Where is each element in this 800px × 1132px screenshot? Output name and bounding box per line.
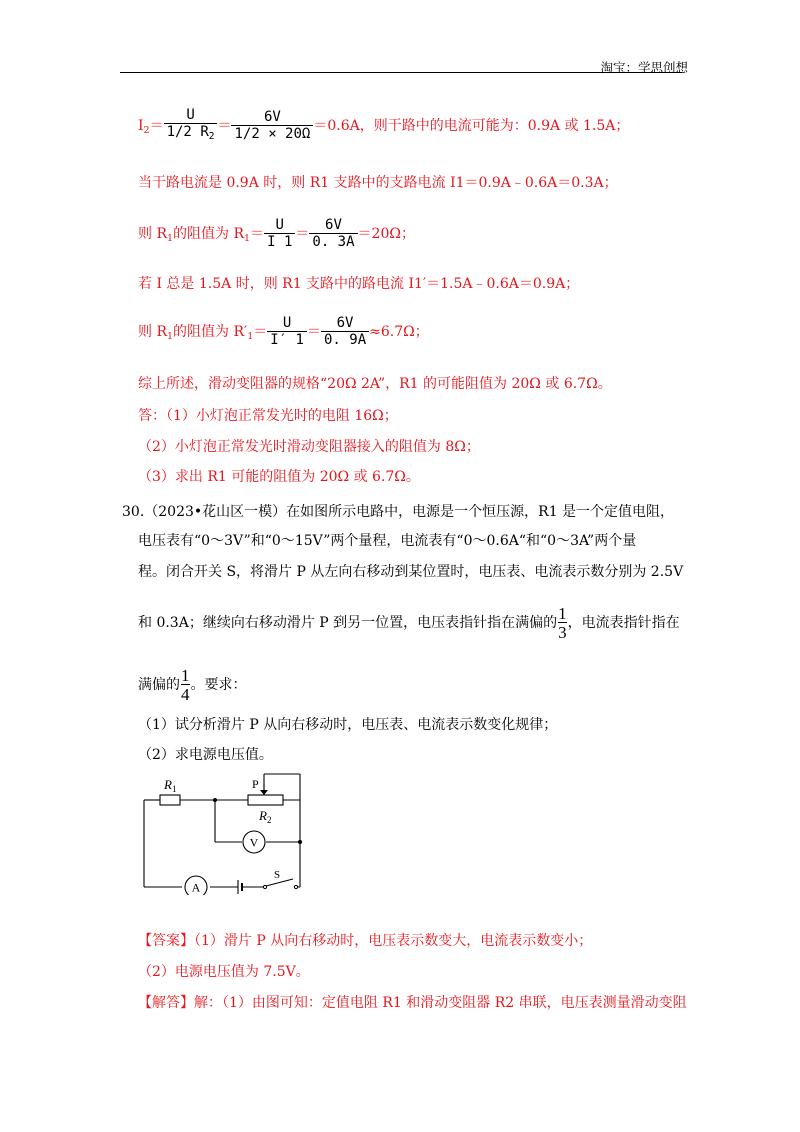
line3-fraction-2: $\frac{6V}{0. 3A}$ [309, 218, 357, 250]
solution-line-3: 则 $R_1$的阻值为 $R_1=$ $\frac{U}{I 1}$ ＝ $\frac{6V}{0. 3A}$ ＝20Ω； [138, 217, 415, 250]
line3-fraction-1: $\frac{U}{I 1}$ [264, 218, 295, 250]
fraction-one-quarter: $\frac{1}{4}$ [181, 666, 190, 704]
p-label: P [252, 777, 259, 791]
question-line-1: 30.（2023•花山区一模）在如图所示电路中，电源是一个恒压源，R1 是一个定值电阻， [122, 504, 675, 520]
requirement-2: （2）求电源电压值。 [138, 747, 273, 763]
line5-fraction-2: $\frac{6V}{0. 9A}$ [321, 316, 369, 348]
question-line-3: 程。闭合开关 S，将滑片 P 从左向右移动到某位置时，电压表、电流表示数分别为 2.5V [138, 564, 684, 580]
answer-block-1: 【答案】（1）滑片 P 从向右移动时，电压表示数变大，电流表示数变小； [138, 933, 593, 949]
r1-label: $R_1$ [164, 777, 177, 794]
question-line-2: 电压表有“0～3V”和“0～15V”两个量程，电流表有“0～0.6A“和“0～3A”两个量 [138, 533, 637, 549]
ammeter-label: A [191, 880, 201, 895]
r2-label: $R_2$ [259, 808, 272, 825]
answer-line-1: 答：（1）小灯泡正常发光时的电阻 16Ω； [138, 408, 398, 424]
slider-p-arrowhead [260, 790, 268, 795]
solution-eq1: $I_2=$ $\frac{U}{1/2 R_2}$ ＝ $\frac{6V}{1/2 \times 20\Omega}$ ＝0.6A，则干路中的电流可能为：0.9A 或 1.5A； [138, 104, 629, 153]
voltmeter-label: V [249, 835, 259, 850]
eq1-fraction-1: $\frac{U}{1/2 R_2}$ [164, 108, 218, 145]
analysis-tag: 【解答】 [138, 995, 194, 1011]
solution-line-4: 若 I 总是 1.5A 时，则 R1 支路中的路电流 I1′＝1.5A﹣0.6A＝0.9A； [138, 276, 580, 292]
junction-dot [213, 798, 217, 802]
solution-summary: 综上所述，滑动变阻器的规格“20Ω 2A”，R1 的可能阻值为 20Ω 或 6.7Ω。 [138, 376, 612, 392]
question-number: 30. [122, 504, 145, 520]
fraction-one-third: $\frac{1}{3}$ [558, 604, 567, 642]
switch-label: S [274, 869, 281, 881]
eq1-fraction-2: $\frac{6V}{1/2 \times 20\Omega}$ [231, 110, 313, 142]
question-line-5: 满偏的 $\frac{1}{4}$ 。要求： [138, 666, 247, 704]
switch-contact [294, 885, 297, 888]
answer-tag: 【答案】 [138, 933, 194, 949]
answer-line-2: （2）小灯泡正常发光时滑动变阻器接入的阻值为 8Ω； [138, 439, 480, 455]
eq1-lhs: $I_2=$ [138, 118, 164, 136]
resistor-r2 [248, 795, 283, 805]
line5-fraction-1: $\frac{U}{I' 1}$ [267, 316, 307, 348]
question-line-4: 和 0.3A；继续向右移动滑片 P 到另一位置，电压表指针指在满偏的 $\frac{1}{3}$ ，电流表指针指在 [138, 604, 680, 642]
eq1-rest: ＝0.6A，则干路中的电流可能为：0.9A 或 1.5A； [313, 118, 630, 134]
resistor-r1 [160, 795, 180, 805]
answer-line-3: （3）求出 R1 可能的阻值为 20Ω 或 6.7Ω。 [138, 469, 420, 485]
header-text: 淘宝：学思创想 [600, 60, 688, 75]
solution-line-2: 当干路电流是 0.9A 时，则 R1 支路中的支路电流 I1＝0.9A﹣0.6A＝0.3A； [138, 175, 618, 191]
analysis-block: 【解答】解：（1）由图可知：定值电阻 R1 和滑动变阻器 R2 串联，电压表测量滑动变阻 [138, 995, 687, 1011]
circuit-diagram [138, 770, 318, 895]
answer-block-2: （2）电源电压值为 7.5V。 [138, 964, 310, 980]
requirement-1: （1）试分析滑片 P 从向右移动时，电压表、电流表示数变化规律； [138, 717, 558, 733]
header-rule [120, 72, 682, 73]
solution-line-5: 则 $R_1$的阻值为 $R'_1=$ $\frac{U}{I' 1}$ ＝ $\frac{6V}{0. 9A}$ ≈6.7Ω； [138, 315, 429, 348]
junction-dot [298, 840, 302, 844]
